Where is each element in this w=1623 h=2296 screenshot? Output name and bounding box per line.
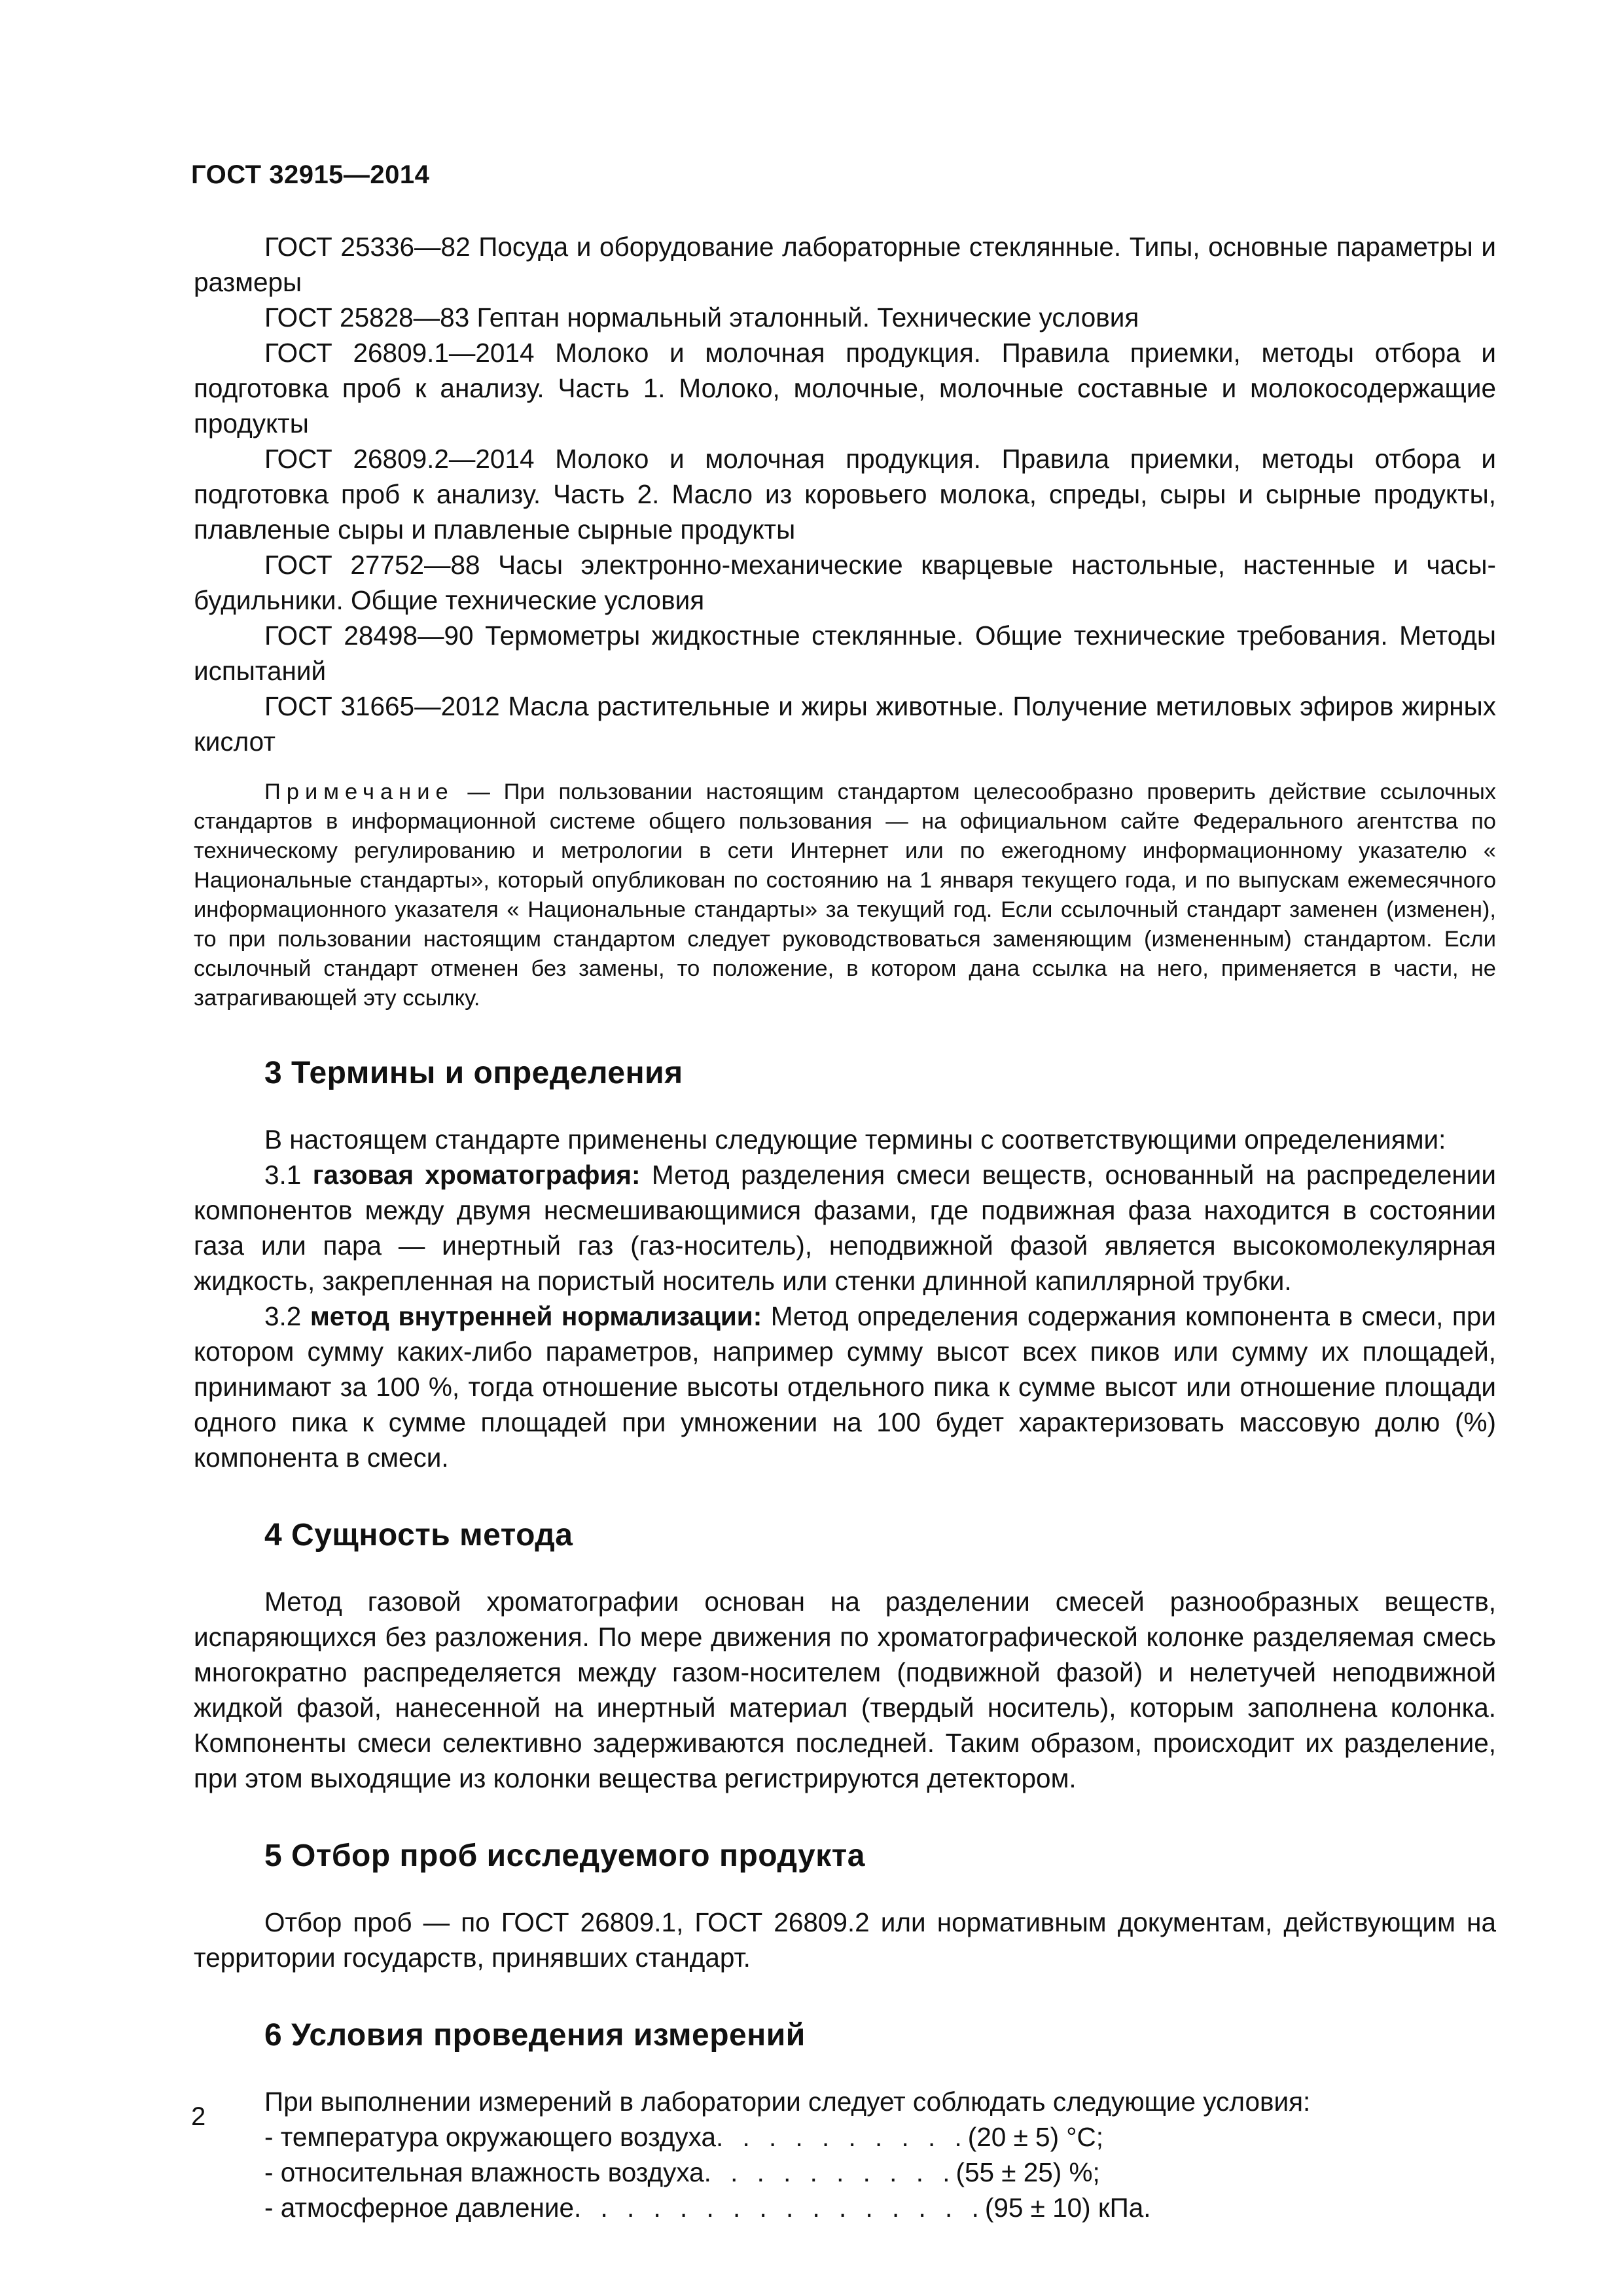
section-title: 4 Сущность метода (264, 1518, 573, 1552)
page-number: 2 (191, 2102, 206, 2131)
leader-dots: . . . . . . . . . . (704, 2157, 956, 2187)
reference-item: ГОСТ 31665—2012 Масла растительные и жиры животные. Получение метиловых эфиров жирных кислот (194, 691, 1496, 757)
reference-item: ГОСТ 25828—83 Гептан нормальный эталонный. Технические условия (264, 302, 1139, 332)
document-header: ГОСТ 32915—2014 (191, 160, 430, 189)
term-name: метод внутренней нормализации: (310, 1301, 762, 1331)
section-sampling (194, 1837, 1496, 1975)
term-definition (194, 1157, 1496, 1299)
reference-item: ГОСТ 26809.1—2014 Молоко и молочная продукция. Правила приемки, методы отбора и подготовка проб к анализу. Часть 1. Молоко, молочные, молочные составные и молокосодержащие продукты (194, 338, 1496, 439)
document-body (194, 229, 1496, 2225)
reference-item: ГОСТ 28498—90 Термометры жидкостные стеклянные. Общие технические требования. Методы испытаний (194, 620, 1496, 686)
term-text: Метод разделения смеси веществ, основанный на распределении компонентов между двумя несмешивающимися фазами, где подвижная фаза находится в состоянии газа или пара — инертный газ (газ-носитель), неподвижной фазой является высокомолекулярная жидкость, закрепленная на пористый носитель или стенки длинной капиллярной трубки. (194, 1160, 1496, 1296)
condition-item (194, 2190, 1496, 2225)
term-name: газовая хроматография: (312, 1160, 641, 1190)
condition-label: - температура окружающего воздуха (264, 2122, 716, 2152)
section-title: 6 Условия проведения измерений (264, 2018, 806, 2053)
term-number: 3.1 (264, 1160, 313, 1190)
note-text: — При пользовании настоящим стандартом целесообразно проверить действие ссылочных стандартов в информационной системе общего пользования — на официальном сайте Федерального агентства по техническому регулированию и метрологии в сети Интернет или по ежегодному информационному указателю « Национальные стандарты», который опубликован по состоянию на 1 января текущего года, и по выпускам ежемесячного информационного указателя « Национальные стандарты» за текущий год. Если ссылочный стандарт заменен (изменен), то при пользовании настоящим стандартом следует руководствоваться заменяющим (измененным) стандартом. Если ссылочный стандарт отменен без замены, то положение, в котором дана ссылка на него, применяется в части, не затрагивающей эту ссылку. (194, 780, 1496, 1011)
reference-item: ГОСТ 25336—82 Посуда и оборудование лабораторные стеклянные. Типы, основные параметры и размеры (194, 232, 1496, 297)
section-intro: При выполнении измерений в лаборатории следует соблюдать следующие условия: (264, 2087, 1311, 2117)
section-measurement-conditions (194, 2016, 1496, 2225)
section-terms (194, 1054, 1496, 1475)
section-paragraph: Метод газовой хроматографии основан на разделении смесей разнообразных веществ, испаряющихся без разложения. По мере движения по хроматографической колонке разделяемая смесь многократно распределяется между газом-носителем (подвижной фазой) и нелетучей неподвижной жидкой фазой, нанесенной на инертный материал (твердый носитель), которым заполнена колонка. Компоненты смеси селективно задерживаются последней. Таким образом, происходит их разделение, при этом выходящие из колонки вещества регистрируются детектором. (194, 1587, 1496, 1793)
note-paragraph (194, 778, 1496, 1013)
condition-value: (55 ± 25) %; (955, 2157, 1100, 2187)
term-definition (194, 1299, 1496, 1475)
leader-dots: . . . . . . . . . . (715, 2122, 968, 2152)
conditions-list (194, 2119, 1496, 2225)
condition-value: (95 ± 10) кПа. (984, 2193, 1151, 2223)
condition-label: - атмосферное давление (264, 2193, 574, 2223)
condition-item (194, 2155, 1496, 2190)
reference-item: ГОСТ 27752—88 Часы электронно-механические кварцевые настольные, настенные и часы-будильники. Общие технические условия (194, 550, 1496, 615)
term-text: Метод определения содержания компонента в смеси, при котором сумму каких-либо параметров, например сумму высот всех пиков или сумму их площадей, принимают за 100 %, тогда отношение высоты отдельного пика к сумме высот или отношение площади одного пика к сумме площадей при умножении на 100 будет характеризовать массовую долю (%) компонента в смеси. (194, 1301, 1496, 1473)
condition-label: - относительная влажность воздуха (264, 2157, 704, 2187)
section-paragraph: Отбор проб — по ГОСТ 26809.1, ГОСТ 26809.2 или нормативным документам, действующим на территории государств, принявших стандарт. (194, 1907, 1496, 1973)
leader-dots: . . . . . . . . . . . . . . . . (574, 2193, 985, 2223)
section-title: 3 Термины и определения (264, 1056, 683, 1090)
reference-item: ГОСТ 26809.2—2014 Молоко и молочная продукция. Правила приемки, методы отбора и подготовка проб к анализу. Часть 2. Масло из коровьего молока, спреды, сыры и сырные продукты, плавленые сыры и плавленые сырные продукты (194, 444, 1496, 545)
note-label: Примечание (264, 780, 454, 804)
section-title: 5 Отбор проб исследуемого продукта (264, 1839, 865, 1873)
section-method-essence (194, 1516, 1496, 1796)
normative-references (194, 229, 1496, 759)
section-intro: В настоящем стандарте применены следующие термины с соответствующими определениями: (264, 1124, 1446, 1155)
condition-value: (20 ± 5) °C; (967, 2122, 1104, 2152)
term-number: 3.2 (264, 1301, 310, 1331)
condition-item (194, 2119, 1496, 2155)
